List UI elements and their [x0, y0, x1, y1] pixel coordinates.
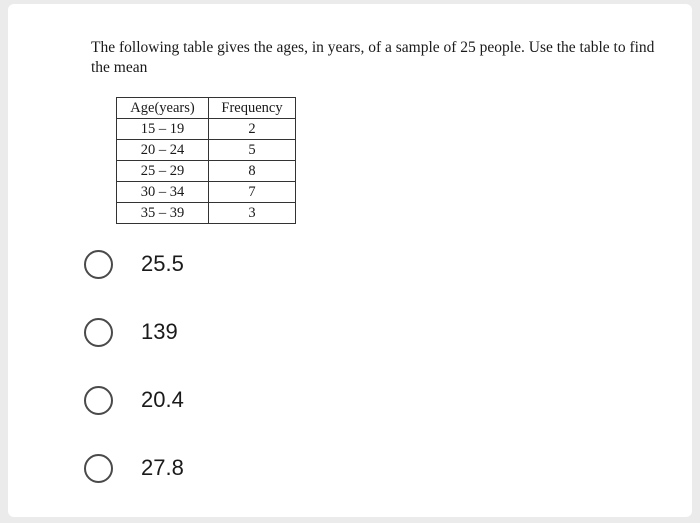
- radio-button-icon[interactable]: [84, 318, 113, 347]
- table-header-row: [117, 98, 296, 119]
- option-label: 27.8: [141, 455, 184, 480]
- answer-option-1[interactable]: [84, 247, 184, 281]
- frequency-table: [116, 97, 296, 224]
- column-header-frequency: Frequency: [209, 98, 296, 119]
- frequency-cell: 5: [209, 140, 296, 161]
- age-cell: 25 – 29: [117, 161, 209, 182]
- answer-option-4[interactable]: [84, 451, 184, 485]
- radio-button-icon[interactable]: [84, 250, 113, 279]
- age-cell: 35 – 39: [117, 203, 209, 224]
- table-row: [117, 182, 296, 203]
- frequency-cell: 8: [209, 161, 296, 182]
- answer-option-2[interactable]: [84, 315, 178, 349]
- option-label: 20.4: [141, 387, 184, 412]
- frequency-cell: 3: [209, 203, 296, 224]
- age-cell: 20 – 24: [117, 140, 209, 161]
- table-row: [117, 119, 296, 140]
- age-cell: 30 – 34: [117, 182, 209, 203]
- table-row: [117, 161, 296, 182]
- table-row: [117, 140, 296, 161]
- question-text: The following table gives the ages, in years, of a sample of 25 people. Use the table to find the mean: [91, 39, 655, 76]
- table-row: [117, 203, 296, 224]
- option-label: 25.5: [141, 251, 184, 276]
- answer-option-3[interactable]: [84, 383, 184, 417]
- age-cell: 15 – 19: [117, 119, 209, 140]
- radio-button-icon[interactable]: [84, 454, 113, 483]
- question-card: [8, 4, 692, 517]
- option-label: 139: [141, 319, 178, 344]
- radio-button-icon[interactable]: [84, 386, 113, 415]
- column-header-age: Age(years): [117, 98, 209, 119]
- frequency-cell: 2: [209, 119, 296, 140]
- frequency-cell: 7: [209, 182, 296, 203]
